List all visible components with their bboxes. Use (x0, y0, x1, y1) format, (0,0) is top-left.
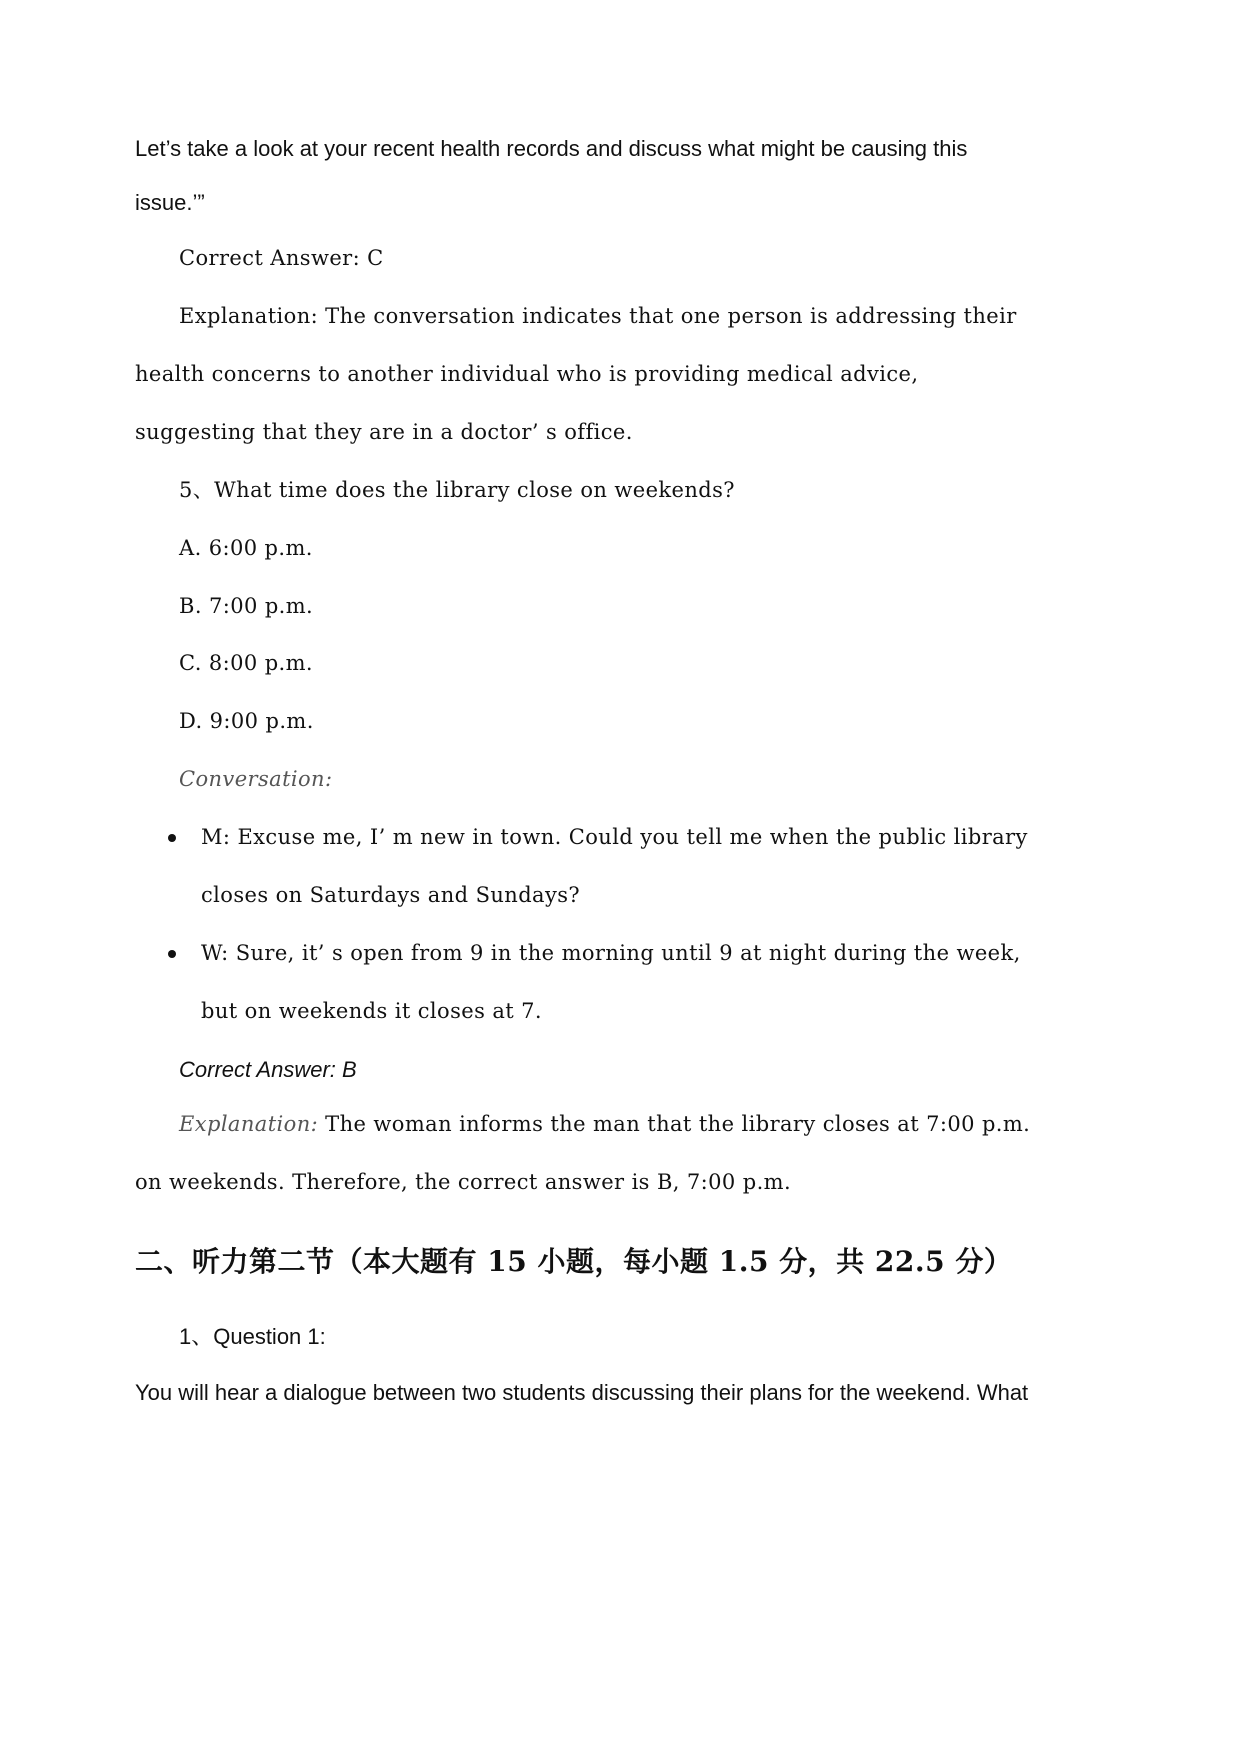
q5-turn-2-line-2: but on weekends it closes at 7. (201, 999, 543, 1023)
q5-question: 5、What time does the library close on weekends? (179, 478, 735, 502)
q5-explanation-label: Explanation: (179, 1112, 319, 1136)
q5-turn-1-line-1: M: Excuse me, I’ m new in town. Could you tell me when the public library (201, 825, 1028, 849)
q5-correct-answer: Correct Answer: B (179, 1057, 357, 1082)
q5-turn-1-line-2: closes on Saturdays and Sundays? (201, 883, 581, 907)
q5-turn-2-line-1: W: Sure, it’ s open from 9 in the morning until 9 at night during the week, (201, 941, 1021, 965)
q4-text-line-2: issue.’” (135, 190, 205, 215)
section2-question-1-text: You will hear a dialogue between two students discussing their plans for the weekend. What (135, 1380, 1029, 1405)
section2-question-1-label: 1、Question 1: (179, 1324, 326, 1349)
q5-explanation-line-1 (179, 1114, 1030, 1135)
q4-text-line-1: Let’s take a look at your recent health records and discuss what might be causing this (135, 136, 968, 161)
q5-option-b: B. 7:00 p.m. (179, 594, 314, 618)
section-heading: 二、听力第二节（本大题有 15 小题，每小题 1.5 分，共 22.5 分） (135, 1245, 1013, 1278)
q4-explanation-line-3: suggesting that they are in a doctor’ s office. (135, 420, 633, 444)
q4-explanation-line-1: Explanation: The conversation indicates that one person is addressing their (179, 304, 1017, 328)
q4-correct-answer: Correct Answer: C (179, 246, 384, 270)
bullet-icon (168, 834, 176, 842)
q4-explanation-line-2: health concerns to another individual who is providing medical advice, (135, 362, 919, 386)
q5-option-c: C. 8:00 p.m. (179, 651, 314, 675)
q5-conversation-label: Conversation: (179, 767, 333, 791)
bullet-icon (168, 950, 176, 958)
q5-explanation-line-2: on weekends. Therefore, the correct answer is B, 7:00 p.m. (135, 1170, 792, 1194)
q5-explanation-text: The woman informs the man that the library closes at 7:00 p.m. (318, 1112, 1031, 1136)
q5-option-a: A. 6:00 p.m. (179, 536, 313, 560)
q5-option-d: D. 9:00 p.m. (179, 709, 314, 733)
